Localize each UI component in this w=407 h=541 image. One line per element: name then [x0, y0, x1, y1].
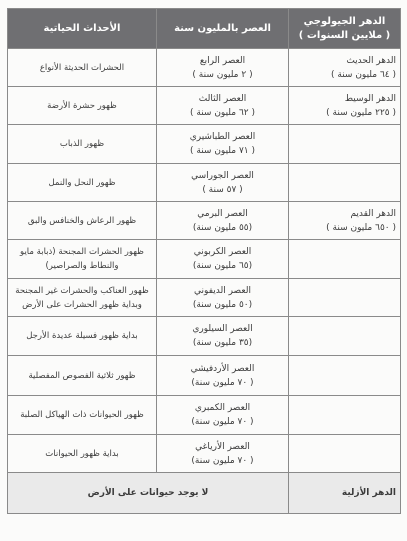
- table-header-row: [8, 9, 401, 49]
- table-row: [8, 396, 401, 435]
- period-name: العصر الأرياغي: [195, 441, 250, 452]
- life-events-cell: [8, 435, 157, 473]
- life-events-cell: [8, 317, 157, 356]
- table-row: [8, 279, 401, 317]
- period-cell: [157, 240, 289, 279]
- eon-duration: ( ٦٥٠ مليون سنة ): [326, 222, 396, 233]
- period-name: العصر الكربوني: [193, 247, 252, 257]
- period-name: العصر الرابع: [199, 55, 246, 66]
- period-name: العصر البرمي: [197, 208, 248, 219]
- life-events-cell: [8, 396, 157, 435]
- period-cell: [157, 49, 289, 87]
- period-name: العصر الجوراسي: [191, 170, 254, 181]
- period-duration: ( ٦٢ مليون سنة ): [190, 107, 255, 118]
- life-events-cell: [8, 240, 157, 279]
- period-duration: ( ٧٠ مليون سنة): [191, 455, 254, 466]
- period-cell: [157, 356, 289, 396]
- life-event-text: ظهور النحل والنمل: [48, 177, 116, 188]
- life-event-text: ظهور الرعاش والخنافس والبق: [27, 215, 137, 226]
- life-event-text: ظهور الحشرات المجنحة (ذبابة مايو: [20, 247, 144, 257]
- eon-cell: [289, 317, 401, 356]
- life-events-cell: [8, 164, 157, 202]
- eon-cell: [289, 396, 401, 435]
- eon-name: الدهر الحديث: [346, 55, 396, 66]
- life-events-cell: [8, 87, 157, 125]
- table-row: [8, 240, 401, 279]
- period-duration: (٣٥ مليون سنة): [192, 338, 253, 348]
- life-event-text: بداية ظهور الحيوانات: [45, 448, 119, 459]
- period-cell: [157, 435, 289, 473]
- period-duration: ( ٥٧ سنة ): [202, 184, 243, 195]
- period-cell: [157, 279, 289, 317]
- header-age: العصر بالمليون سنة: [157, 9, 289, 49]
- period-cell: [157, 87, 289, 125]
- life-event-text: ظهور ثلاثية الفصوص المفصلية: [28, 370, 136, 381]
- life-events-cell: [8, 202, 157, 240]
- table-row: [8, 317, 401, 356]
- period-cell: [157, 164, 289, 202]
- eon-name: الدهر الوسيط: [344, 93, 396, 104]
- eon-cell: [289, 49, 401, 87]
- eon-duration: ( ٦٤ مليون سنة ): [331, 69, 396, 80]
- period-duration: (٦٥ مليون سنة): [192, 261, 253, 271]
- period-name: العصر الثالث: [198, 93, 247, 104]
- eon-cell: [289, 87, 401, 125]
- life-event-text: والنطاط والصراصير): [45, 261, 119, 271]
- period-duration: ( ٢ مليون سنة ): [192, 69, 253, 80]
- period-duration: (٥٠ مليون سنة): [192, 299, 253, 310]
- life-events-cell: [8, 356, 157, 396]
- eon-name: الدهر القديم: [350, 208, 396, 219]
- eon-cell: [289, 202, 401, 240]
- eon-cell: [289, 435, 401, 473]
- header-eon-sublabel: ( ملايين السنوات ): [298, 29, 391, 41]
- life-event-text: ظهور الذباب: [59, 139, 105, 149]
- period-duration: ( ٧٠ مليون سنة): [191, 417, 254, 427]
- period-cell: [157, 396, 289, 435]
- period-name: العصر الكمبري: [194, 403, 251, 413]
- eon-cell: [289, 125, 401, 164]
- table-row: [8, 435, 401, 473]
- table-row: [8, 125, 401, 164]
- period-duration: ( ٧١ مليون سنة ): [190, 146, 255, 156]
- life-event-text: بداية ظهور فسيلة عديدة الأرجل: [26, 331, 138, 341]
- eon-duration: ( ٢٢٥ مليون سنة ): [326, 107, 396, 118]
- period-duration: (٥٥ مليون سنة): [192, 222, 253, 233]
- eon-cell: [289, 240, 401, 279]
- life-event-text: ظهور الحيوانات ذات الهياكل الصلبة: [20, 410, 144, 420]
- life-event-text: ظهور العناكب والحشرات غير المجنحة: [15, 285, 149, 296]
- table-footer-row: [8, 473, 401, 514]
- period-cell: [157, 202, 289, 240]
- life-event-text: ظهور حشرة الأرضة: [47, 100, 117, 111]
- geologic-time-table: [7, 8, 401, 514]
- period-name: العصر الديفوني: [194, 285, 251, 296]
- eon-cell: [289, 356, 401, 396]
- life-event-text: الحشرات الحديثة الأنواع: [39, 62, 125, 73]
- footer-events: لا يوجد حيوانات على الأرض: [8, 473, 289, 514]
- period-name: العصر السيلوري: [192, 324, 253, 334]
- period-duration: ( ٧٠ مليون سنة): [191, 377, 254, 388]
- life-event-text: وبداية ظهور الحشرات على الأرض: [22, 299, 142, 310]
- eon-cell: [289, 279, 401, 317]
- table-row: [8, 164, 401, 202]
- footer-eon: الدهر الأزلية: [289, 473, 401, 514]
- table-body: [8, 49, 401, 473]
- period-name: العصر الطباشيري: [189, 132, 256, 142]
- header-events: الأحداث الحياتية: [8, 9, 157, 49]
- header-eon: [289, 9, 401, 49]
- eon-cell: [289, 164, 401, 202]
- life-events-cell: [8, 125, 157, 164]
- life-events-cell: [8, 279, 157, 317]
- table-row: [8, 202, 401, 240]
- period-cell: [157, 317, 289, 356]
- period-cell: [157, 125, 289, 164]
- life-events-cell: [8, 49, 157, 87]
- table-row: [8, 49, 401, 87]
- table-row: [8, 87, 401, 125]
- table-row: [8, 356, 401, 396]
- header-eon-label: الدهر الجيولوجي: [303, 15, 386, 27]
- period-name: العصر الأردفيشي: [190, 363, 255, 374]
